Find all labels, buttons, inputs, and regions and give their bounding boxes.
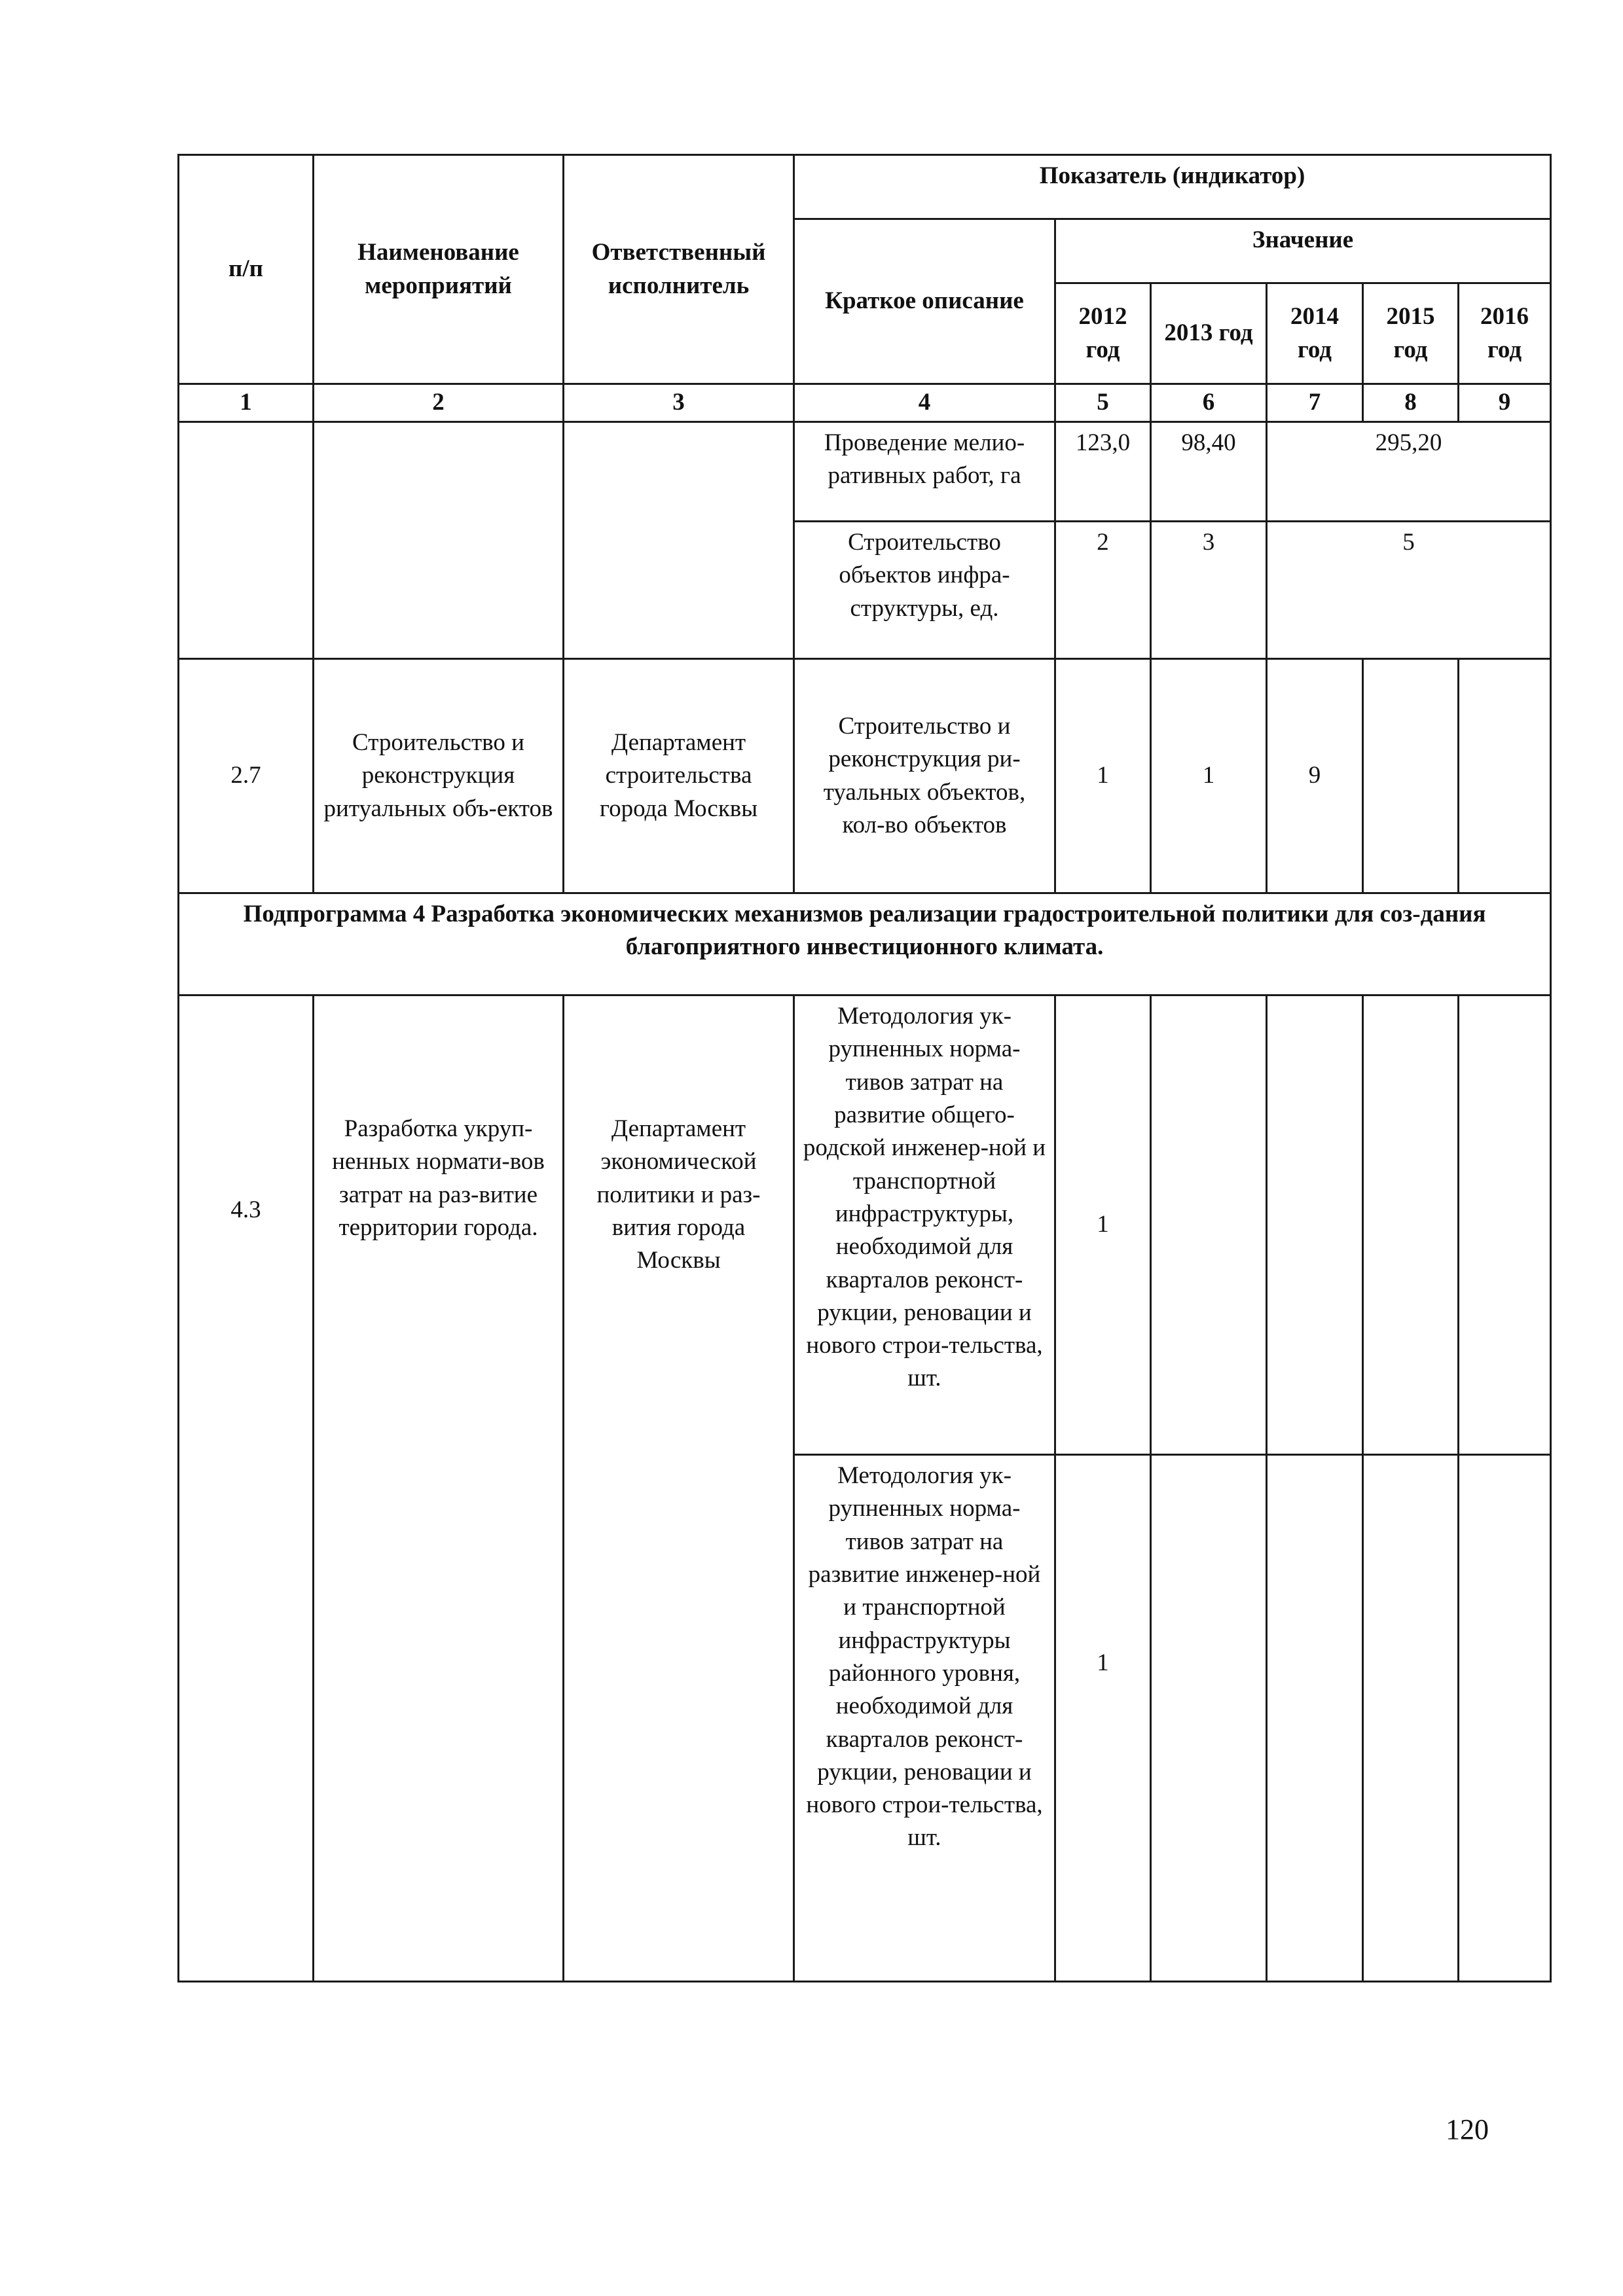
row-value-2013 <box>1151 996 1267 1455</box>
cont-value-2013: 3 <box>1151 522 1267 659</box>
col-number: 4 <box>794 384 1055 422</box>
header-year-2016: 2016 год <box>1459 283 1551 384</box>
cont-value-2012: 2 <box>1055 522 1151 659</box>
col-number: 7 <box>1267 384 1363 422</box>
header-name: Наименование мероприятий <box>314 155 564 384</box>
row-value-2016 <box>1459 996 1551 1455</box>
header-num: п/п <box>179 155 314 384</box>
row-name: Разработка укруп-ненных нормати-вов затрат на раз-витие территории города. <box>314 996 564 1982</box>
cont-value-2012: 123,0 <box>1055 422 1151 522</box>
row-num: 4.3 <box>179 996 314 1982</box>
row-value-2013 <box>1151 1455 1267 1982</box>
row-value-2014 <box>1267 1455 1363 1982</box>
header-value: Значение <box>1055 219 1551 283</box>
col-number: 6 <box>1151 384 1267 422</box>
header-year-2015: 2015 год <box>1363 283 1459 384</box>
row-responsible: Департамент экономической политики и раз-вития города Москвы <box>564 996 794 1982</box>
header-year-2012: 2012 год <box>1055 283 1151 384</box>
row-value-2013: 1 <box>1151 659 1267 893</box>
header-year-2014: 2014 год <box>1267 283 1363 384</box>
row-description: Методология ук-рупненных норма-тивов затрат на развитие инженер-ной и транспортной инфраструктуры районного уровня, необходимой для кварталов реконст-рукции, реновации и нового строи-тельства, шт. <box>794 1455 1055 1982</box>
row-num: 2.7 <box>179 659 314 893</box>
cont-responsible-cell <box>564 422 794 659</box>
row-value-2016 <box>1459 659 1551 893</box>
cont-description: Проведение мелио-ративных работ, га <box>794 422 1055 522</box>
row-value-2012: 1 <box>1055 659 1151 893</box>
col-number: 3 <box>564 384 794 422</box>
row-value-2012: 1 <box>1055 996 1151 1455</box>
row-value-2012: 1 <box>1055 1455 1151 1982</box>
cont-value-2014-2016: 295,20 <box>1267 422 1551 522</box>
row-value-2015 <box>1363 659 1459 893</box>
row-responsible: Департамент строительства города Москвы <box>564 659 794 893</box>
row-value-2014: 9 <box>1267 659 1363 893</box>
cont-name-cell <box>314 422 564 659</box>
row-value-2016 <box>1459 1455 1551 1982</box>
indicator-table <box>177 154 1552 1982</box>
col-number: 9 <box>1459 384 1551 422</box>
row-value-2015 <box>1363 1455 1459 1982</box>
col-number: 8 <box>1363 384 1459 422</box>
header-description: Краткое описание <box>794 219 1055 384</box>
cont-value-2013: 98,40 <box>1151 422 1267 522</box>
subprogram-title: Подпрограмма 4 Разработка экономических механизмов реализации градостроительной политики для соз-дания благоприятного инвестиционного климата. <box>179 893 1551 996</box>
cont-description: Строительство объектов инфра-структуры, ед. <box>794 522 1055 659</box>
header-responsible: Ответственный исполнитель <box>564 155 794 384</box>
col-number: 1 <box>179 384 314 422</box>
col-number: 5 <box>1055 384 1151 422</box>
page-number: 120 <box>1446 2113 1489 2145</box>
row-description: Методология ук-рупненных норма-тивов затрат на развитие общего-родской инженер-ной и транспортной инфраструктуры, необходимой для кварталов реконст-рукции, реновации и нового строи-тельства, шт. <box>794 996 1055 1455</box>
cont-value-2014-2016: 5 <box>1267 522 1551 659</box>
row-name: Строительство и реконструкция ритуальных объ-ектов <box>314 659 564 893</box>
cont-num-cell <box>179 422 314 659</box>
header-year-2013: 2013 год <box>1151 283 1267 384</box>
row-value-2014 <box>1267 996 1363 1455</box>
col-number: 2 <box>314 384 564 422</box>
row-value-2015 <box>1363 996 1459 1455</box>
header-indicator: Показатель (индикатор) <box>794 155 1551 219</box>
row-description: Строительство и реконструкция ри-туальных объектов, кол-во объектов <box>794 659 1055 893</box>
